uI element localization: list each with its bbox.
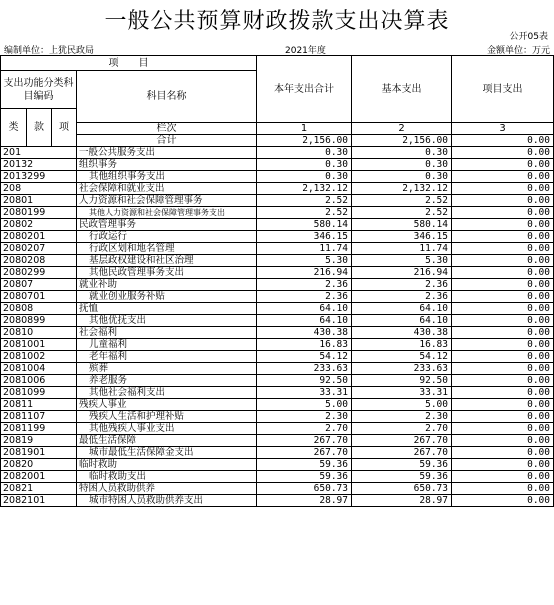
row-basic: 64.10	[352, 303, 452, 315]
row-subject-name: 抚恤	[77, 303, 257, 315]
row-basic: 59.36	[352, 471, 452, 483]
row-code: 2080899	[1, 315, 77, 327]
table-row	[1, 303, 554, 315]
header-lanci: 栏次	[77, 123, 257, 135]
row-basic: 233.63	[352, 363, 452, 375]
row-project: 0.00	[452, 255, 554, 267]
row-basic: 2.36	[352, 291, 452, 303]
row-total: 59.36	[257, 459, 352, 471]
row-code: 2081901	[1, 447, 77, 459]
row-project: 0.00	[452, 159, 554, 171]
row-subject-name: 其他组织事务支出	[77, 171, 257, 183]
row-project: 0.00	[452, 315, 554, 327]
row-code: 2080199	[1, 207, 77, 219]
row-total: 11.74	[257, 243, 352, 255]
row-code: 20801	[1, 195, 77, 207]
row-total: 0.30	[257, 159, 352, 171]
row-code: 2013299	[1, 171, 77, 183]
row-basic: 2,132.12	[352, 183, 452, 195]
row-basic: 2.52	[352, 195, 452, 207]
row-code: 20132	[1, 159, 77, 171]
row-basic: 2.30	[352, 411, 452, 423]
table-row	[1, 219, 554, 231]
row-subject-name: 殡葬	[77, 363, 257, 375]
row-basic: 5.00	[352, 399, 452, 411]
row-subject-name: 其他人力资源和社会保障管理事务支出	[77, 207, 257, 219]
row-subject-name: 其他民政管理事务支出	[77, 267, 257, 279]
row-code: 20821	[1, 483, 77, 495]
row-subject-name: 养老服务	[77, 375, 257, 387]
header-subject-name: 科目名称	[77, 71, 257, 123]
row-subject-name: 其他优抚支出	[77, 315, 257, 327]
table-row	[1, 459, 554, 471]
row-basic: 92.50	[352, 375, 452, 387]
table-row	[1, 279, 554, 291]
row-total: 64.10	[257, 315, 352, 327]
meta-row	[0, 43, 554, 55]
sum-label: 合计	[77, 135, 257, 147]
row-project: 0.00	[452, 459, 554, 471]
header-func-code: 支出功能分类科目编码	[1, 71, 77, 109]
row-subject-name: 其他残疾人事业支出	[77, 423, 257, 435]
row-code: 20807	[1, 279, 77, 291]
row-basic: 0.30	[352, 147, 452, 159]
row-subject-name: 临时救助支出	[77, 471, 257, 483]
row-project: 0.00	[452, 351, 554, 363]
row-subject-name: 社会福利	[77, 327, 257, 339]
row-subject-name: 特困人员救助供养	[77, 483, 257, 495]
table-row	[1, 243, 554, 255]
table-row	[1, 207, 554, 219]
expenditure-table	[0, 55, 554, 507]
row-project: 0.00	[452, 267, 554, 279]
table-row	[1, 327, 554, 339]
table-code: 公开05表	[509, 32, 548, 42]
row-project: 0.00	[452, 411, 554, 423]
row-total: 267.70	[257, 435, 352, 447]
row-subject-name: 临时救助	[77, 459, 257, 471]
table-row	[1, 255, 554, 267]
header-project-exp: 项目支出	[452, 56, 554, 123]
row-code: 20808	[1, 303, 77, 315]
row-total: 2.70	[257, 423, 352, 435]
row-code: 2080299	[1, 267, 77, 279]
row-project: 0.00	[452, 483, 554, 495]
row-subject-name: 行政运行	[77, 231, 257, 243]
table-row	[1, 231, 554, 243]
table-row	[1, 375, 554, 387]
row-total: 33.31	[257, 387, 352, 399]
row-code: 2081006	[1, 375, 77, 387]
row-basic: 64.10	[352, 315, 452, 327]
row-subject-name: 城市特困人员救助供养支出	[77, 495, 257, 507]
row-total: 650.73	[257, 483, 352, 495]
row-total: 0.30	[257, 147, 352, 159]
row-total: 5.00	[257, 399, 352, 411]
header-basic: 基本支出	[352, 56, 452, 123]
row-total: 2.36	[257, 291, 352, 303]
row-code: 2082001	[1, 471, 77, 483]
row-basic: 650.73	[352, 483, 452, 495]
row-basic: 267.70	[352, 435, 452, 447]
row-basic: 16.83	[352, 339, 452, 351]
row-code: 2081004	[1, 363, 77, 375]
amount-unit: 金额单位：万元	[486, 46, 550, 56]
table-row	[1, 195, 554, 207]
page-title: 一般公共预算财政拨款支出决算表	[104, 9, 450, 34]
row-code: 20810	[1, 327, 77, 339]
row-code: 2080208	[1, 255, 77, 267]
row-subject-name: 社会保障和就业支出	[77, 183, 257, 195]
row-project: 0.00	[452, 495, 554, 507]
header-xiang: 项	[52, 109, 77, 147]
row-code: 20819	[1, 435, 77, 447]
header-col3: 3	[452, 123, 554, 135]
row-subject-name: 基层政权建设和社区治理	[77, 255, 257, 267]
row-basic: 0.30	[352, 159, 452, 171]
sum-basic: 2,156.00	[352, 135, 452, 147]
row-subject-name: 民政管理事务	[77, 219, 257, 231]
row-subject-name: 儿童福利	[77, 339, 257, 351]
row-total: 267.70	[257, 447, 352, 459]
row-total: 64.10	[257, 303, 352, 315]
row-project: 0.00	[452, 219, 554, 231]
table-row	[1, 267, 554, 279]
table-row	[1, 423, 554, 435]
row-basic: 2.52	[352, 207, 452, 219]
row-code: 2080207	[1, 243, 77, 255]
row-total: 216.94	[257, 267, 352, 279]
fiscal-year: 2021年度	[285, 46, 326, 56]
table-row	[1, 363, 554, 375]
row-project: 0.00	[452, 231, 554, 243]
row-total: 54.12	[257, 351, 352, 363]
header-kuan: 款	[27, 109, 52, 147]
row-total: 2.30	[257, 411, 352, 423]
row-project: 0.00	[452, 435, 554, 447]
row-project: 0.00	[452, 147, 554, 159]
row-total: 16.83	[257, 339, 352, 351]
table-row	[1, 147, 554, 159]
row-subject-name: 残疾人生活和护理补贴	[77, 411, 257, 423]
table-row	[1, 339, 554, 351]
row-basic: 2.36	[352, 279, 452, 291]
row-total: 580.14	[257, 219, 352, 231]
row-basic: 430.38	[352, 327, 452, 339]
row-subject-name: 行政区划和地名管理	[77, 243, 257, 255]
table-row	[1, 183, 554, 195]
row-project: 0.00	[452, 471, 554, 483]
row-subject-name: 就业补助	[77, 279, 257, 291]
row-project: 0.00	[452, 303, 554, 315]
row-total: 346.15	[257, 231, 352, 243]
table-row	[1, 447, 554, 459]
row-project: 0.00	[452, 279, 554, 291]
table-row	[1, 159, 554, 171]
table-row	[1, 315, 554, 327]
row-code: 20802	[1, 219, 77, 231]
row-basic: 2.70	[352, 423, 452, 435]
row-subject-name: 老年福利	[77, 351, 257, 363]
row-project: 0.00	[452, 339, 554, 351]
row-project: 0.00	[452, 387, 554, 399]
table-row	[1, 171, 554, 183]
row-project: 0.00	[452, 171, 554, 183]
header-total: 本年支出合计	[257, 56, 352, 123]
row-total: 5.30	[257, 255, 352, 267]
table-row	[1, 495, 554, 507]
row-subject-name: 最低生活保障	[77, 435, 257, 447]
table-row	[1, 411, 554, 423]
row-code: 2081002	[1, 351, 77, 363]
row-subject-name: 一般公共服务支出	[77, 147, 257, 159]
row-code: 20811	[1, 399, 77, 411]
row-project: 0.00	[452, 207, 554, 219]
row-project: 0.00	[452, 291, 554, 303]
row-total: 233.63	[257, 363, 352, 375]
row-total: 28.97	[257, 495, 352, 507]
row-total: 92.50	[257, 375, 352, 387]
row-code: 2080701	[1, 291, 77, 303]
row-code: 2082101	[1, 495, 77, 507]
row-basic: 59.36	[352, 459, 452, 471]
row-basic: 0.30	[352, 171, 452, 183]
row-code: 2081199	[1, 423, 77, 435]
row-project: 0.00	[452, 423, 554, 435]
row-basic: 54.12	[352, 351, 452, 363]
header-project: 项 目	[1, 56, 257, 71]
table-row	[1, 471, 554, 483]
sum-project: 0.00	[452, 135, 554, 147]
row-project: 0.00	[452, 399, 554, 411]
table-row	[1, 435, 554, 447]
compile-unit: 编制单位：上犹民政局	[4, 46, 95, 56]
row-total: 2.52	[257, 195, 352, 207]
row-total: 430.38	[257, 327, 352, 339]
row-total: 0.30	[257, 171, 352, 183]
row-basic: 346.15	[352, 231, 452, 243]
sum-total: 2,156.00	[257, 135, 352, 147]
row-total: 2,132.12	[257, 183, 352, 195]
row-subject-name: 人力资源和社会保障管理事务	[77, 195, 257, 207]
row-subject-name: 城市最低生活保障金支出	[77, 447, 257, 459]
header-col2: 2	[352, 123, 452, 135]
row-total: 2.36	[257, 279, 352, 291]
row-basic: 580.14	[352, 219, 452, 231]
row-basic: 33.31	[352, 387, 452, 399]
row-subject-name: 就业创业服务补贴	[77, 291, 257, 303]
row-total: 59.36	[257, 471, 352, 483]
row-code: 2081107	[1, 411, 77, 423]
table-row	[1, 351, 554, 363]
row-code: 20820	[1, 459, 77, 471]
header-col1: 1	[257, 123, 352, 135]
table-row	[1, 399, 554, 411]
table-row	[1, 291, 554, 303]
row-code: 2081001	[1, 339, 77, 351]
row-project: 0.00	[452, 243, 554, 255]
row-project: 0.00	[452, 447, 554, 459]
header-lei: 类	[1, 109, 27, 147]
row-basic: 216.94	[352, 267, 452, 279]
row-project: 0.00	[452, 375, 554, 387]
table-row	[1, 387, 554, 399]
row-total: 2.52	[257, 207, 352, 219]
row-code: 208	[1, 183, 77, 195]
row-code: 2080201	[1, 231, 77, 243]
row-project: 0.00	[452, 363, 554, 375]
table-row	[1, 483, 554, 495]
row-code: 201	[1, 147, 77, 159]
row-basic: 5.30	[352, 255, 452, 267]
row-project: 0.00	[452, 183, 554, 195]
row-basic: 11.74	[352, 243, 452, 255]
row-subject-name: 其他社会福利支出	[77, 387, 257, 399]
row-project: 0.00	[452, 195, 554, 207]
row-code: 2081099	[1, 387, 77, 399]
row-subject-name: 组织事务	[77, 159, 257, 171]
row-project: 0.00	[452, 327, 554, 339]
row-basic: 28.97	[352, 495, 452, 507]
row-subject-name: 残疾人事业	[77, 399, 257, 411]
row-basic: 267.70	[352, 447, 452, 459]
